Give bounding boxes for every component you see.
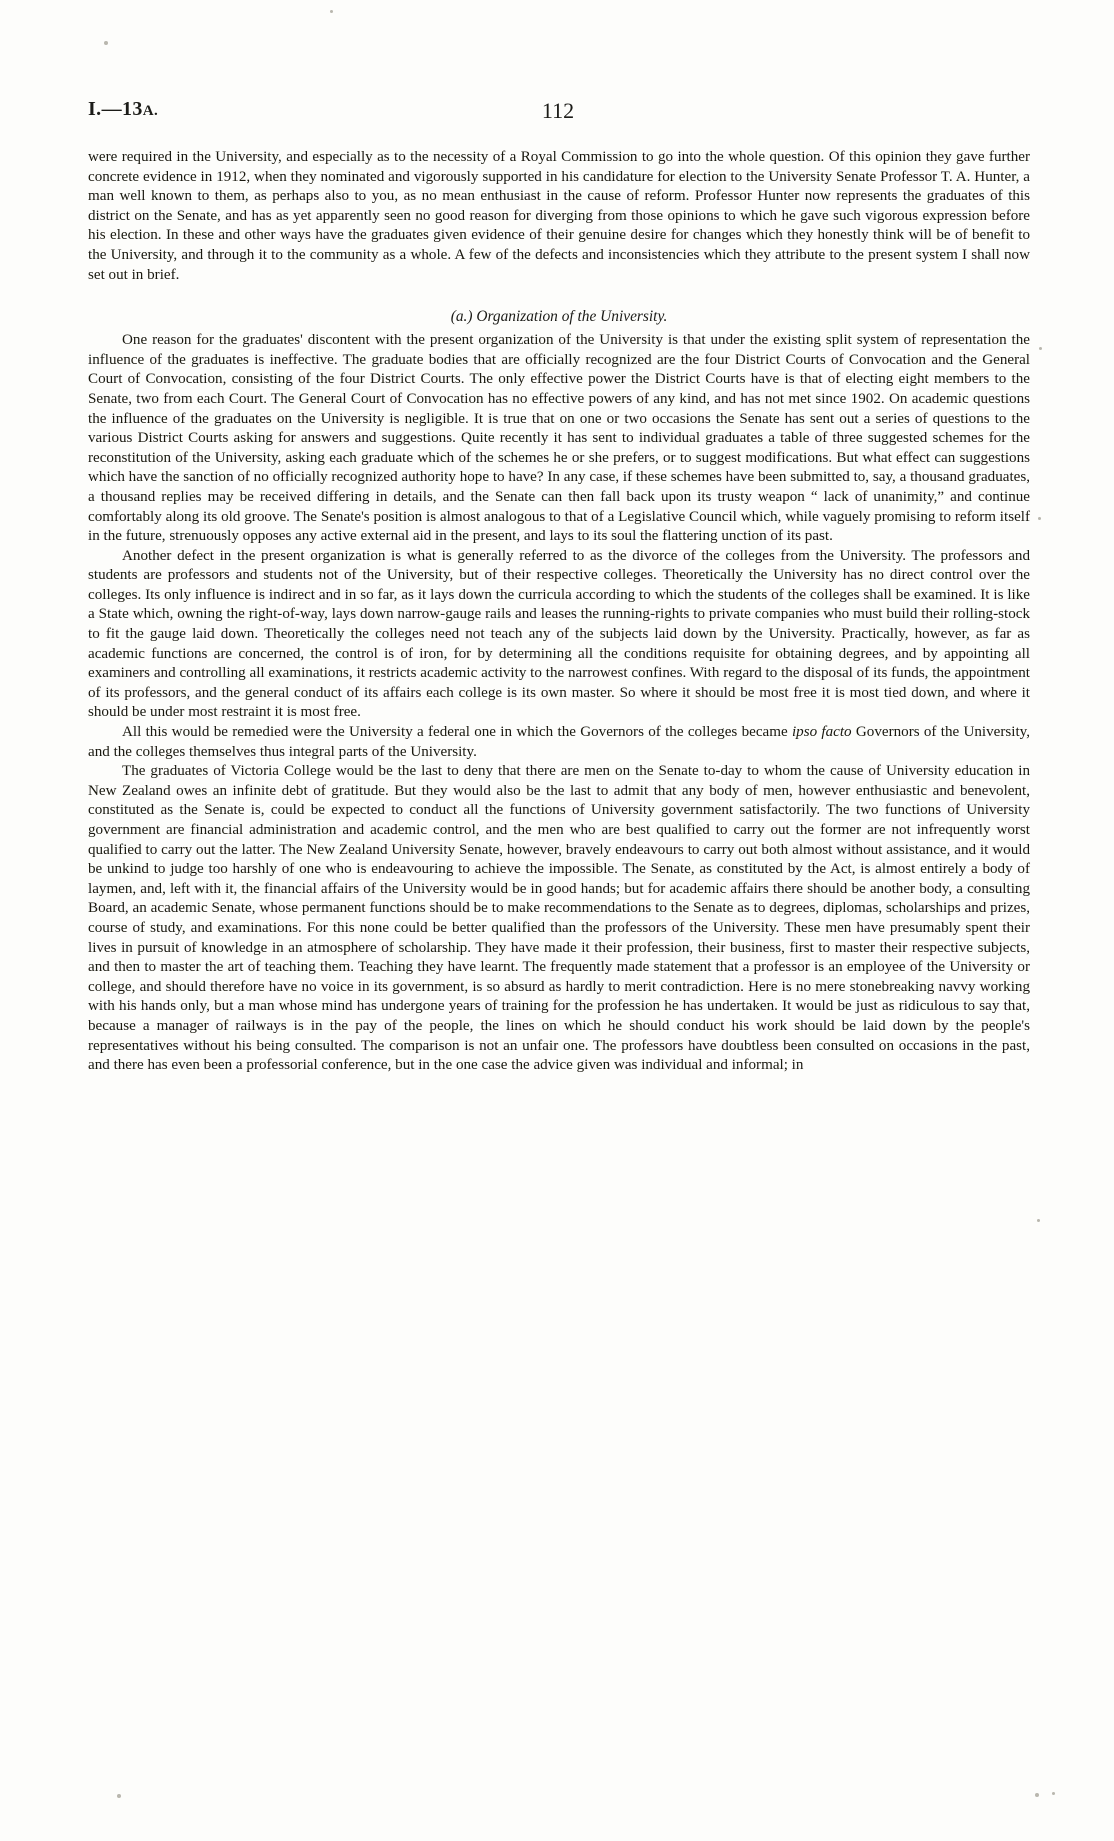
page-speck xyxy=(1037,1219,1040,1222)
page-speck xyxy=(1038,517,1041,520)
paragraph-3: All this would be remedied were the University a federal one in which the Governors of the colleges became ipso facto Governors of the University, and the colleges themselves thus integral parts of the University. xyxy=(88,724,1030,760)
page-speck xyxy=(330,10,333,13)
page-speck xyxy=(1052,1792,1055,1795)
paragraph-spacer xyxy=(88,285,1030,304)
page-speck xyxy=(117,1794,121,1798)
page-number: 112 xyxy=(541,98,575,123)
page-speck xyxy=(104,41,108,45)
section-heading: (a.) Organization of the University. xyxy=(450,308,668,326)
document-reference-main: I.—13 xyxy=(88,98,143,120)
paragraph-1: One reason for the graduates' discontent with the present organization of the University is that under the existing split system of representation the influence of the graduates is ineffective. The graduate bodies that are officially recognized are the four District Courts of Convocation and the General Court of Convocation, consisting of the four District Courts. The only effective power the District Courts have is that of electing eight members to the Senate, two from each Court. The General Court of Convocation has no effective powers of any kind, and has not met since 1902. On academic questions the influence of the graduates on the University is negligible. It is true that on one or two occasions the Senate has sent out a series of questions to the various District Courts asking for answers and suggestions. Quite recently it has sent to individual graduates a table of three suggested schemes for the reconstitution of the University, asking each graduate which of the schemes he or she prefers, or to suggest modifications. But what effect can suggestions which have the sanction of no officially recognized authority hope to have? In any case, if these schemes have been submitted to, say, a thousand graduates, a thousand replies may be received differing in details, and the Senate can then fall back upon its trusty weapon “ lack of unanimity,” and continue comfortably along its old groove. The Senate's position is almost analogous to that of a Legislative Council which, while vaguely promising to reform itself in the future, strenuously opposes any active external aid in the present, and lays to its soul the flattering unction of its past. xyxy=(88,332,1030,545)
document-reference-suffix: A. xyxy=(142,103,159,119)
document-reference xyxy=(88,98,158,121)
paragraph-4: The graduates of Victoria College would be the last to deny that there are men on the Senate to-day to whom the cause of University education in New Zealand owes an infinite debt of gratitude. But they would also be the last to admit that any body of men, however enthusiastic and benevolent, constituted as the Senate is, could be expected to conduct all the functions of University government satisfactorily. The two functions of University government are financial administration and academic control, and the men who are best qualified to carry out the former are not infrequently worst qualified to carry out the latter. The New Zealand University Senate, however, bravely endeavours to carry out both almost without assistance, and it would be unkind to judge too harshly of one who is endeavouring to achieve the impossible. The Senate, as constituted by the Act, is almost entirely a body of laymen, and, left with it, the financial affairs of the University would be in good hands; but for academic affairs there should be another body, a consulting Board, an academic Senate, whose permanent functions should be to make recommendations to the Senate as to degrees, diplomas, scholarships and prizes, course of study, and examinations. For this none could be better qualified than the professors of the University. These men have presumably spent their lives in pursuit of knowledge in an atmosphere of scholarship. They have made it their profession, their business, first to master their respective subjects, and then to master the art of teaching them. Teaching they have learnt. The frequently made statement that a professor is an employee of the University or college, and should therefore have no voice in its government, is so absurd as hardly to merit contradiction. Here is no mere stonebreaking navvy working with his hands only, but a man whose mind has undergone years of training for the profession he has undertaken. It would be just as ridiculous to say that, because a manager of railways is in the pay of the people, the lines on which he should conduct his work should be laid down by the people's representatives without his being consulted. The comparison is not an unfair one. The professors have doubtless been consulted on occasions in the past, and there has even been a professorial conference, but in the one case the advice given was individual and informal; in xyxy=(88,763,1030,1074)
paragraph-continuation: were required in the University, and especially as to the necessity of a Royal Commission to go into the whole question. Of this opinion they gave further concrete evidence in 1912, when they nominated and vigorously supported in his candidature for election to the University Senate Professor T. A. Hunter, a man well known to them, as perhaps also to you, as no mean enthusiast in the cause of reform. Professor Hunter now represents the graduates of this district on the Senate, and has as yet apparently seen no good reason for diverging from those opinions to which he gave such vigorous expression before his election. In these and other ways have the graduates given evidence of their genuine desire for changes which they honestly think will be of benefit to the University, and through it to the community as a whole. A few of the defects and inconsistencies which they attribute to the present system I shall now set out in brief. xyxy=(88,149,1030,283)
page-speck xyxy=(1039,347,1042,350)
paragraph-2: Another defect in the present organization is what is generally referred to as the divorce of the colleges from the University. The professors and students are professors and students not of the University, but of their respective colleges. Theoretically the University has no direct control over the colleges. Its only influence is indirect and in so far, as it lays down the curricula according to which the students of the colleges shall be examined. It is like a State which, owning the right-of-way, lays down narrow-gauge rails and leases the running-rights to private companies who must build their rolling-stock to fit the gauge laid down. Theoretically the colleges need not teach any of the subjects laid down by the University. Practically, however, as far as academic functions are concerned, the control is of iron, for by determining all the conditions requisite for obtaining degrees, and by appointing all examiners and controlling all examinations, it restricts academic activity to the narrowest confines. With regard to the disposal of its funds, the appointment of its professors, and the general conduct of its affairs each college is its own master. So where it should be most free it is most tied down, and where it should be under most restraint it is most free. xyxy=(88,547,1030,721)
page-header xyxy=(88,98,1028,132)
page-speck xyxy=(1035,1793,1039,1797)
page-body xyxy=(88,148,1030,1076)
